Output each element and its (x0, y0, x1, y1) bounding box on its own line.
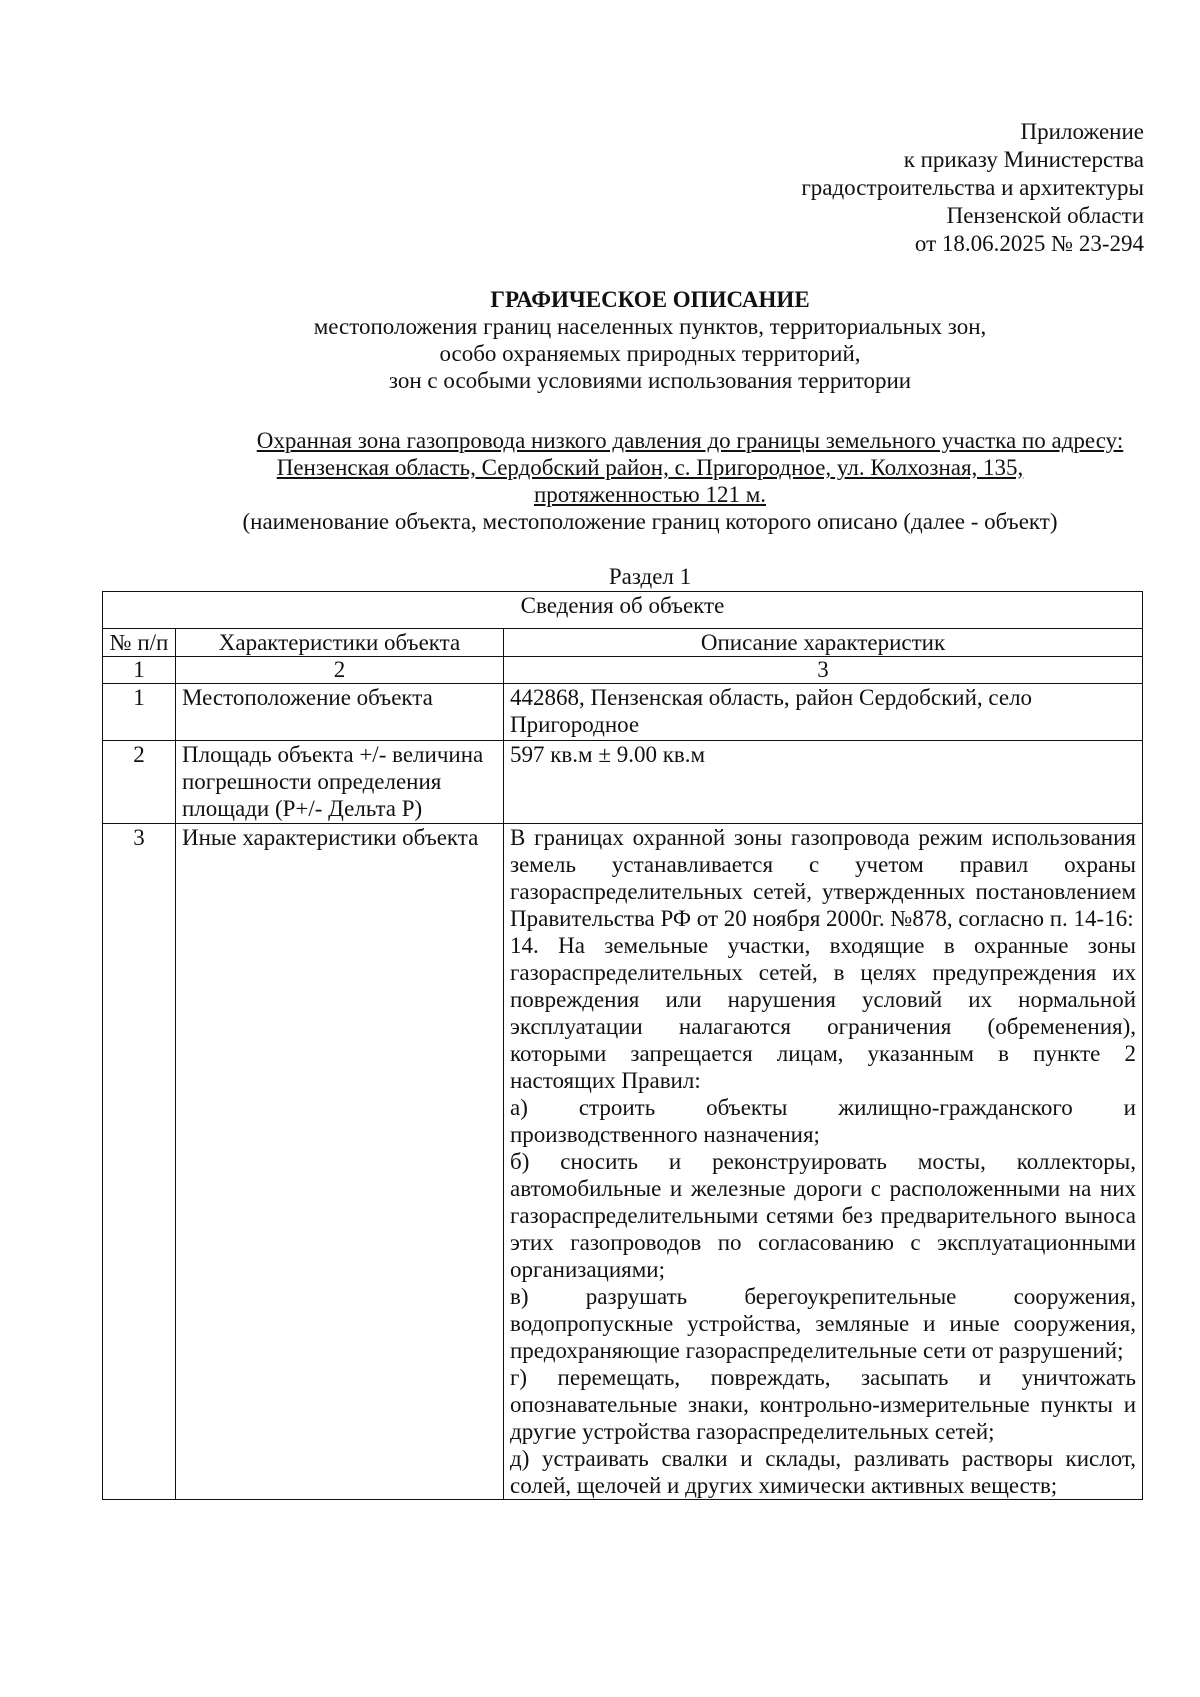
row-number: 1 (103, 684, 176, 741)
table-caption-row (103, 592, 1143, 629)
appendix-date-number: от 18.06.2025 № 23-294 (914, 231, 1144, 256)
row-description: 597 кв.м ± 9.00 кв.м (504, 741, 1143, 824)
subtitle-line: зон с особыми условиями использования территории (388, 368, 912, 393)
description-paragraph: 14. На земельные участки, входящие в охранные зоны газораспределительных сетей, в целях предупреждения их повреждения или нарушения условий их нормальной эксплуатации налагаются ограничения (обременения), которыми запрещается лицам, указанным в пункте 2 настоящих Правил: (510, 933, 1136, 1093)
description-paragraph: г) перемещать, повреждать, засыпать и уничтожать опознавательные знаки, контрольно-измерительные пункты и другие устройства газораспределительных сетей; (510, 1365, 1136, 1444)
row-number: 2 (103, 741, 176, 824)
header-number: № п/п (103, 629, 176, 657)
description-paragraph: д) устраивать свалки и склады, разливать растворы кислот, солей, щелочей и других химически активных веществ; (510, 1446, 1136, 1498)
appendix-line: Приложение (1020, 119, 1144, 144)
table-row (103, 741, 1143, 824)
appendix-line: к приказу Министерства (903, 147, 1144, 172)
row-characteristic: Иные характеристики объекта (176, 824, 504, 1500)
row-characteristic: Площадь объекта +/- величина погрешности определения площади (P+/- Дельта P) (176, 741, 504, 824)
row-characteristic: Местоположение объекта (176, 684, 504, 741)
description-paragraph: В границах охранной зоны газопровода режим использования земель устанавливается с учетом правил охраны газораспределительных сетей, утвержденных постановлением Правительства РФ от 20 ноября 2000г. №878, согласно п. 14-16: (510, 825, 1136, 931)
header-description: Описание характеристик (504, 629, 1143, 657)
object-name-line: Охранная зона газопровода низкого давления до границы земельного участка по адресу: (256, 428, 1124, 453)
subtitle-line: местоположения границ населенных пунктов, территориальных зон, (313, 314, 987, 339)
section-label: Раздел 1 (608, 564, 692, 589)
table-header-row (103, 629, 1143, 657)
appendix-line: Пензенской области (946, 203, 1144, 228)
appendix-header (801, 118, 1144, 258)
table-caption: Сведения об объекте (103, 592, 1143, 629)
description-paragraph: б) сносить и реконструировать мосты, коллекторы, автомобильные и железные дороги с расположенными на них газораспределительными сетями без предварительного выноса этих газопроводов по согласованию с эксплуатационными организациями; (510, 1149, 1136, 1282)
description-paragraph: в) разрушать берегоукрепительные сооружения, водопропускные устройства, земляные и иные сооружения, предохраняющие газораспределительные сети от разрушений; (510, 1284, 1136, 1363)
table-column-number-row (103, 657, 1143, 684)
column-number: 1 (103, 657, 176, 684)
table-row (103, 684, 1143, 741)
column-number: 3 (504, 657, 1143, 684)
header-characteristic: Характеристики объекта (176, 629, 504, 657)
document-subtitle (0, 313, 1200, 394)
object-name-note: (наименование объекта, местоположение границ которого описано (далее - объект) (242, 509, 1058, 534)
object-name-line: протяженностью 121 м. (533, 482, 767, 507)
row-description: 442868, Пензенская область, район Сердобский, село Пригородное (504, 684, 1143, 741)
column-number: 2 (176, 657, 504, 684)
object-name-block (0, 427, 1200, 535)
object-info-table (102, 591, 1143, 1500)
description-paragraph: а) строить объекты жилищно-гражданского и производственного назначения; (510, 1095, 1136, 1147)
appendix-line: градостроительства и архитектуры (801, 175, 1144, 200)
object-name-line: Пензенская область, Сердобский район, с. Пригородное, ул. Колхозная, 135, (276, 455, 1024, 480)
row-number: 3 (103, 824, 176, 1500)
table-row (103, 824, 1143, 1500)
document-title: ГРАФИЧЕСКОЕ ОПИСАНИЕ (490, 287, 810, 312)
row-description (504, 824, 1143, 1500)
subtitle-line: особо охраняемых природных территорий, (439, 341, 861, 366)
